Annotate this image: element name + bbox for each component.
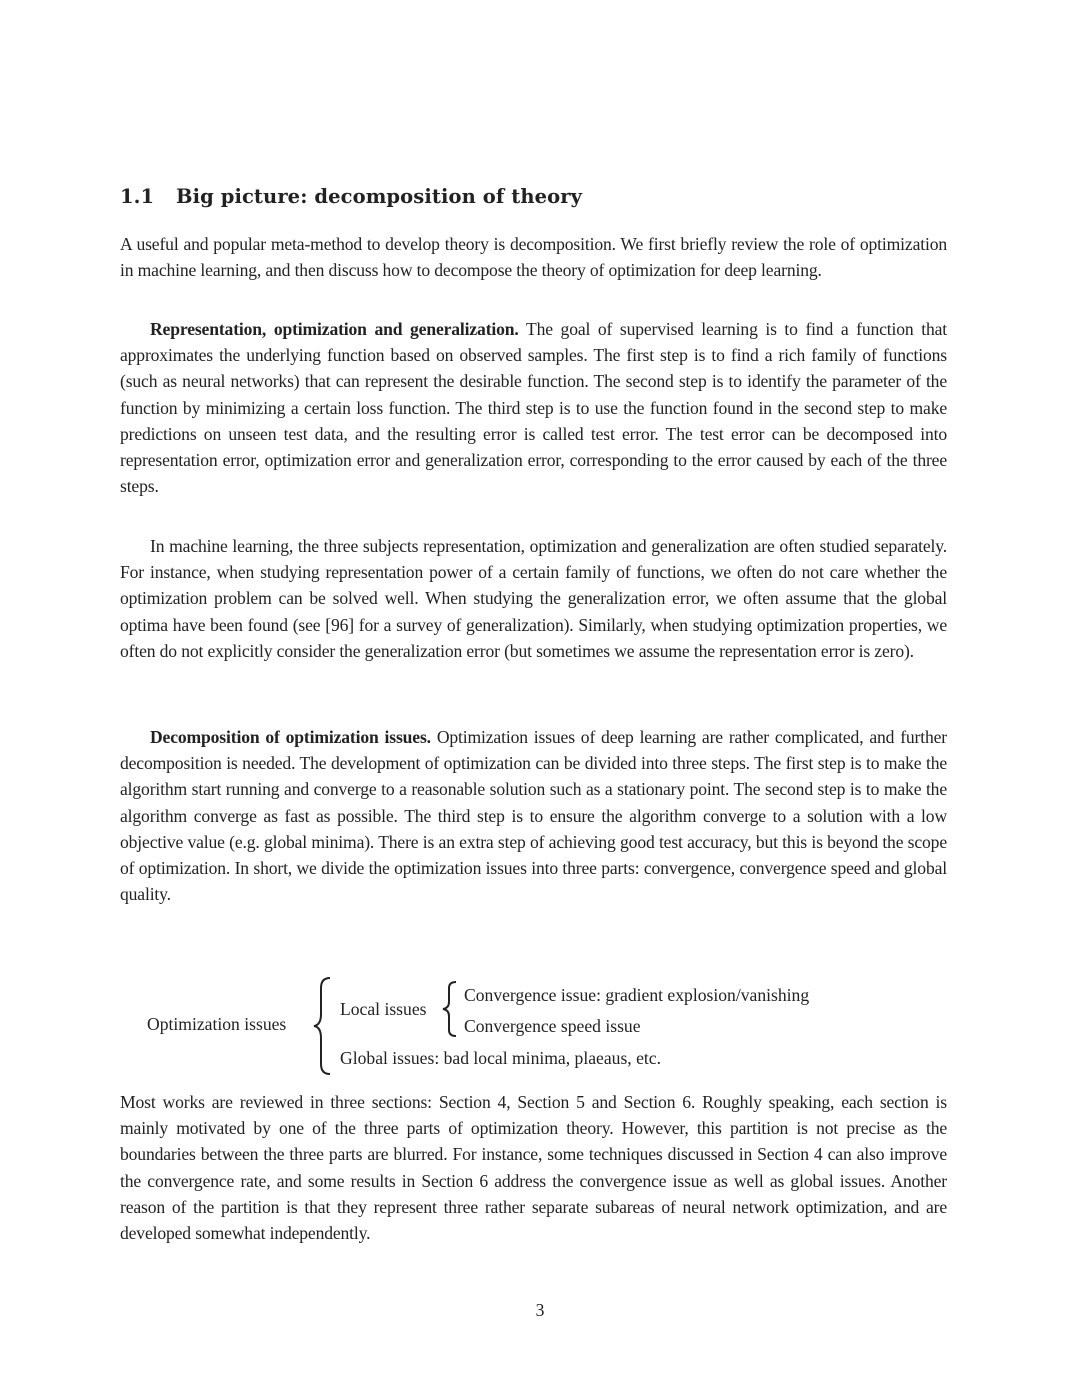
left-brace-icon — [440, 980, 460, 1038]
diagram-local-item: Convergence speed issue — [464, 1016, 641, 1036]
section-title: Big picture: decomposition of theory — [176, 185, 583, 208]
decomposition-paragraph — [120, 724, 947, 907]
paragraph-heading: Decomposition of optimization issues. — [150, 727, 431, 747]
optimization-issues-diagram — [0, 970, 1080, 1080]
section-heading — [120, 185, 582, 208]
separate-study-paragraph: In machine learning, the three subjects representation, optimization and generalization are often studied separately. For instance, when studying representation power of a certain family of functions, we often do not care whether the optimization problem can be solved well. When studying the generalization error, we often assume that the global optima have been found (see [96] for a survey of generalization). Similarly, when studying optimization properties, we often do not explicitly consider the generalization error (but sometimes we assume the representation error is zero). — [120, 536, 947, 661]
section-number: 1.1 — [120, 185, 155, 208]
diagram-local-item: Convergence issue: gradient explosion/vanishing — [464, 985, 810, 1005]
left-brace-icon — [312, 976, 334, 1076]
paragraph-body: Optimization issues of deep learning are rather complicated, and further decomposition is needed. The development of optimization can be divided into three steps. The first step is to make the algorithm start running and converge to a reasonable solution such as a stationary point. The second step is to make the algorithm converge as fast as possible. The third step is to ensure the algorithm converge to a solution with a low objective value (e.g. global minima). There is an extra step of achieving good test accuracy, but this is beyond the scope of optimization. In short, we divide the optimization issues into three parts: convergence, convergence speed and global quality. — [120, 727, 948, 905]
intro-paragraph: A useful and popular meta-method to develop theory is decomposition. We first briefly review the role of optimization in machine learning, and then discuss how to decompose the theory of optimization for deep learning. — [120, 234, 947, 281]
diagram-global-label: Global issues: bad local minima, plaeaus, etc. — [340, 1048, 662, 1068]
paragraph-heading: Representation, optimization and generalization. — [150, 319, 519, 339]
sections-paragraph: Most works are reviewed in three sections: Section 4, Section 5 and Section 6. Roughly speaking, each section is mainly motivated by one of the three parts of optimization theory. However, this partition is not precise as the boundaries between the three parts are blurred. For instance, some techniques discussed in Section 4 can also improve the convergence rate, and some results in Section 6 address the convergence issue as well as global issues. Another reason of the partition is that they represent three rather separate subareas of neural network optimization, and are developed somewhat independently. — [120, 1092, 947, 1244]
diagram-root-label: Optimization issues — [147, 1014, 287, 1034]
diagram-local-label: Local issues — [340, 999, 427, 1019]
paragraph-body: The goal of supervised learning is to find a function that approximates the underlying function based on observed samples. The first step is to find a rich family of functions (such as neural networks) that can represent the desirable function. The second step is to identify the parameter of the function by minimizing a certain loss function. The third step is to use the function found in the second step to make predictions on unseen test data, and the resulting error is called test error. The test error can be decomposed into representation error, optimization error and generalization error, corresponding to the error caused by each of the three steps. — [120, 319, 947, 497]
page-number: 3 — [535, 1300, 545, 1320]
representation-paragraph — [120, 316, 947, 499]
